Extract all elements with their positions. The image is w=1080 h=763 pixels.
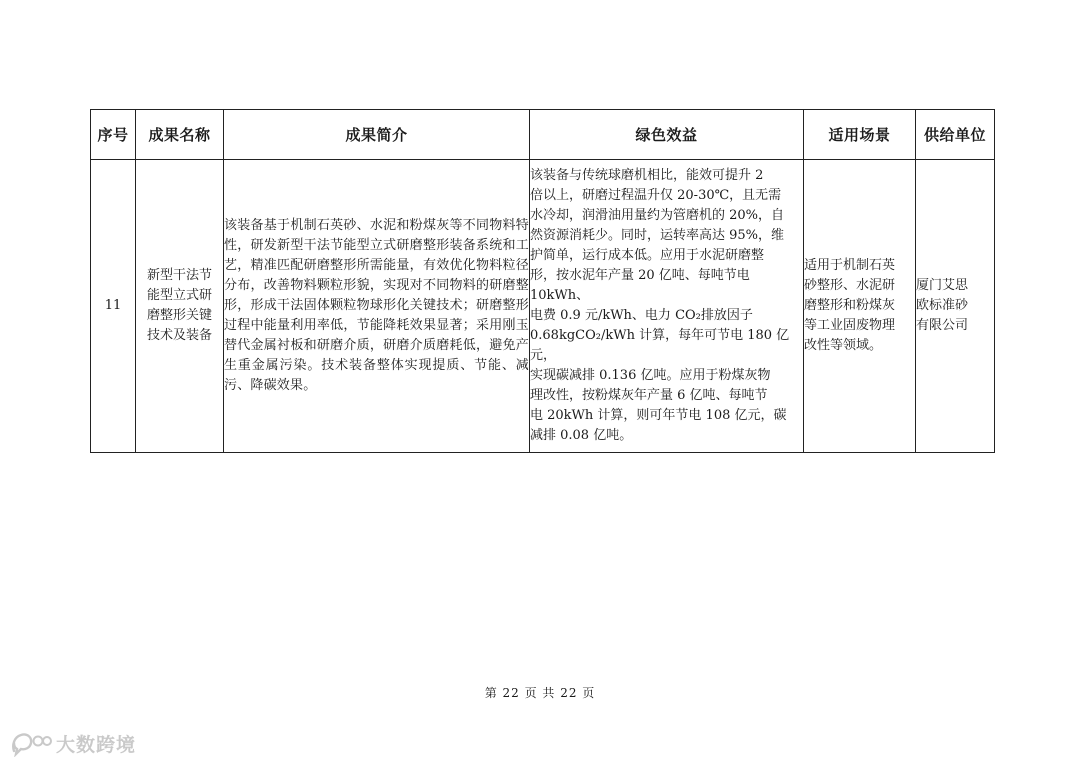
scene-line: 磨整形和粉煤灰 [804, 298, 896, 313]
table-row [91, 160, 995, 453]
benefit-line: 电费 0.9 元/kWh、电力 CO₂排放因子 [530, 308, 753, 323]
row-intro: 该装备基于机制石英砂、水泥和粉煤灰等不同物料特性，研发新型干法节能型立式研磨整形装备系统和工艺，精准匹配研磨整形所需能量，有效优化物料粒径分布，改善物料颗粒形貌，实现对不同物料的研磨整形，形成干法固体颗粒物球形化关键技术；研磨整形过程中能量利用率低，节能降耗效果显著；采用刚玉替代金属衬板和研磨介质，研磨介质磨耗低，避免产生重金属污染。技术装备整体实现提质、节能、减污、降碳效果。 [224, 160, 530, 453]
benefit-line: 护简单，运行成本低。应用于水泥研磨整 [530, 248, 765, 263]
supplier-line: 厦门艾思 [916, 278, 969, 293]
row-name-line: 能型立式研 [146, 288, 212, 303]
benefit-line: 该装备与传统球磨机相比，能效可提升 2 [530, 168, 764, 183]
row-supplier [916, 160, 995, 453]
row-benefit [530, 160, 804, 453]
benefit-line: 理改性，按粉煤灰年产量 6 亿吨、每吨节 [530, 388, 768, 403]
supplier-line: 欧标准砂 [916, 298, 969, 313]
watermark-text: 大数跨境 [56, 734, 137, 756]
benefit-line: 形，按水泥年产量 20 亿吨、每吨节电 10kWh、 [530, 268, 750, 303]
row-scene [804, 160, 916, 453]
supplier-line: 有限公司 [916, 318, 969, 333]
header-name: 成果名称 [136, 110, 224, 160]
benefit-line: 然资源消耗少。同时，运转率高达 95%，维 [530, 228, 785, 243]
scene-line: 等工业固废物理 [804, 318, 896, 333]
scene-line: 砂整形、水泥研 [804, 278, 896, 293]
benefit-line: 电 20kWh 计算，则可年节电 108 亿元，碳 [530, 408, 787, 423]
header-index: 序号 [91, 110, 136, 160]
benefit-line: 减排 0.08 亿吨。 [530, 428, 633, 443]
benefit-line: 水冷却，润滑油用量约为管磨机的 20%，自 [530, 208, 785, 223]
row-name-line: 新型干法节 [146, 268, 212, 283]
benefit-line: 倍以上，研磨过程温升仅 20-30℃，且无需 [530, 188, 782, 203]
row-index: 11 [91, 160, 136, 453]
scene-line: 改性等领域。 [804, 338, 883, 353]
scene-line: 适用于机制石英 [804, 258, 896, 273]
watermark [10, 730, 136, 757]
header-benefit: 绿色效益 [530, 110, 804, 160]
benefit-line: 0.68kgCO₂/kWh 计算，每年可节电 180 亿元， [530, 328, 790, 363]
table-header-row [91, 110, 995, 160]
row-name [136, 160, 224, 453]
chat-bubble-logo-icon [10, 731, 52, 757]
header-intro: 成果简介 [224, 110, 530, 160]
header-supplier: 供给单位 [916, 110, 995, 160]
row-name-line: 技术及装备 [146, 328, 212, 343]
page-number: 第 22 页 共 22 页 [484, 686, 596, 700]
results-table [90, 109, 995, 453]
row-name-line: 磨整形关键 [146, 308, 212, 323]
header-scene: 适用场景 [804, 110, 916, 160]
benefit-line: 实现碳减排 0.136 亿吨。应用于粉煤灰物 [530, 368, 771, 383]
